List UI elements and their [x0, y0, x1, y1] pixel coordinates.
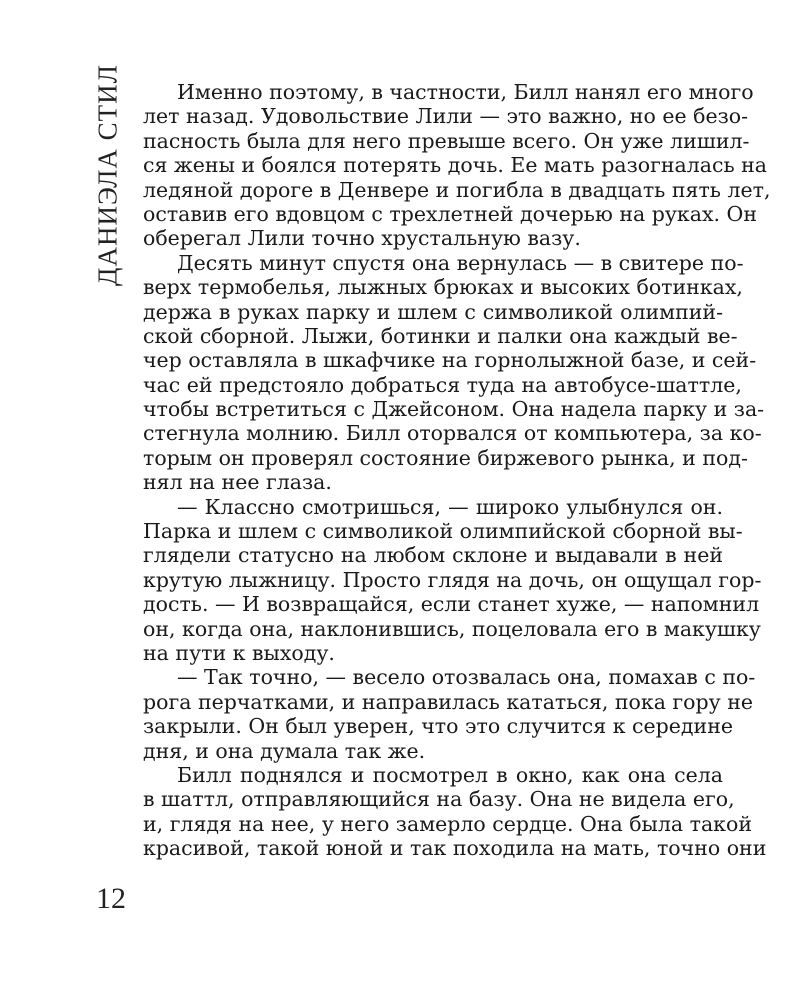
text-line: дость. — И возвращайся, если станет хуже, — напомнил [143, 592, 760, 617]
text-line: на пути к выходу. [143, 640, 335, 665]
running-head-text: ДАНИЭЛА СТИЛ [92, 64, 123, 286]
text-line: верх термобелья, лыжных брюках и высоких ботинках, [143, 275, 743, 300]
text-line: пасность была для него превыше всего. Он уже лишил- [143, 128, 750, 153]
text-line: в шаттл, отправляющийся на базу. Она не видела его, [143, 787, 735, 812]
text-line: нял на нее глаза. [143, 470, 332, 495]
text-line: глядели статусно на любом склоне и выдавали в ней [143, 543, 723, 568]
text-line: Именно поэтому, в частности, Билл нанял его много [177, 80, 754, 104]
text-line: чер оставляла в шкафчике на горнолыжной базе, и сей- [143, 348, 757, 373]
text-line: Билл поднялся и посмотрел в окно, как она села [177, 762, 723, 787]
text-line: ледяной дороге в Денвере и погибла в двадцать пять лет, [143, 177, 771, 202]
text-line: ской сборной. Лыжи, ботинки и палки она каждый ве- [143, 323, 738, 348]
text-line: — Классно смотришься, — широко улыбнулся он. [177, 494, 723, 519]
text-line: ся жены и боялся потерять дочь. Ее мать разогналась на [143, 153, 768, 178]
text-line: и, глядя на нее, у него замерло сердце. Она была такой [143, 811, 752, 836]
text-line: Десять минут спустя она вернулась — в свитере по- [177, 250, 744, 275]
text-line: крутую лыжницу. Просто глядя на дочь, он ощущал гор- [143, 567, 762, 592]
text-line: час ей предстояло добраться туда на автобусе-шаттле, [143, 372, 742, 397]
page-number: 12 [96, 882, 126, 915]
text-line: оберегал Лили точно хрустальную вазу. [143, 226, 581, 251]
text-line: стегнула молнию. Билл оторвался от компьютера, за ко- [143, 421, 762, 446]
text-line: рога перчатками, и направилась кататься, пока гору не [143, 689, 754, 714]
text-line: он, когда она, наклонившись, поцеловала его в макушку [143, 616, 761, 641]
text-line: торым он проверял состояние биржевого рынка, и под- [143, 445, 748, 470]
text-line: закрыли. Он был уверен, что это случится к середине [143, 714, 734, 739]
text-line: лет назад. Удовольствие Лили — это важно, но ее безо- [143, 104, 749, 129]
body-text [143, 80, 771, 861]
text-line: чтобы встретиться с Джейсоном. Она надела парку и за- [143, 397, 765, 422]
text-line: красивой, такой юной и так походила на мать, точно они [143, 836, 767, 861]
text-line: Парка и шлем с символикой олимпийской сборной вы- [143, 519, 743, 544]
text-line: держа в руках парку и шлем с символикой олимпий- [143, 299, 723, 324]
running-head [88, 64, 128, 286]
text-line: дня, и она думала так же. [143, 738, 426, 763]
text-line: оставив его вдовцом с трехлетней дочерью на руках. Он [143, 201, 758, 226]
text-line: — Так точно, — весело отозвалась она, помахав с по- [177, 665, 756, 690]
